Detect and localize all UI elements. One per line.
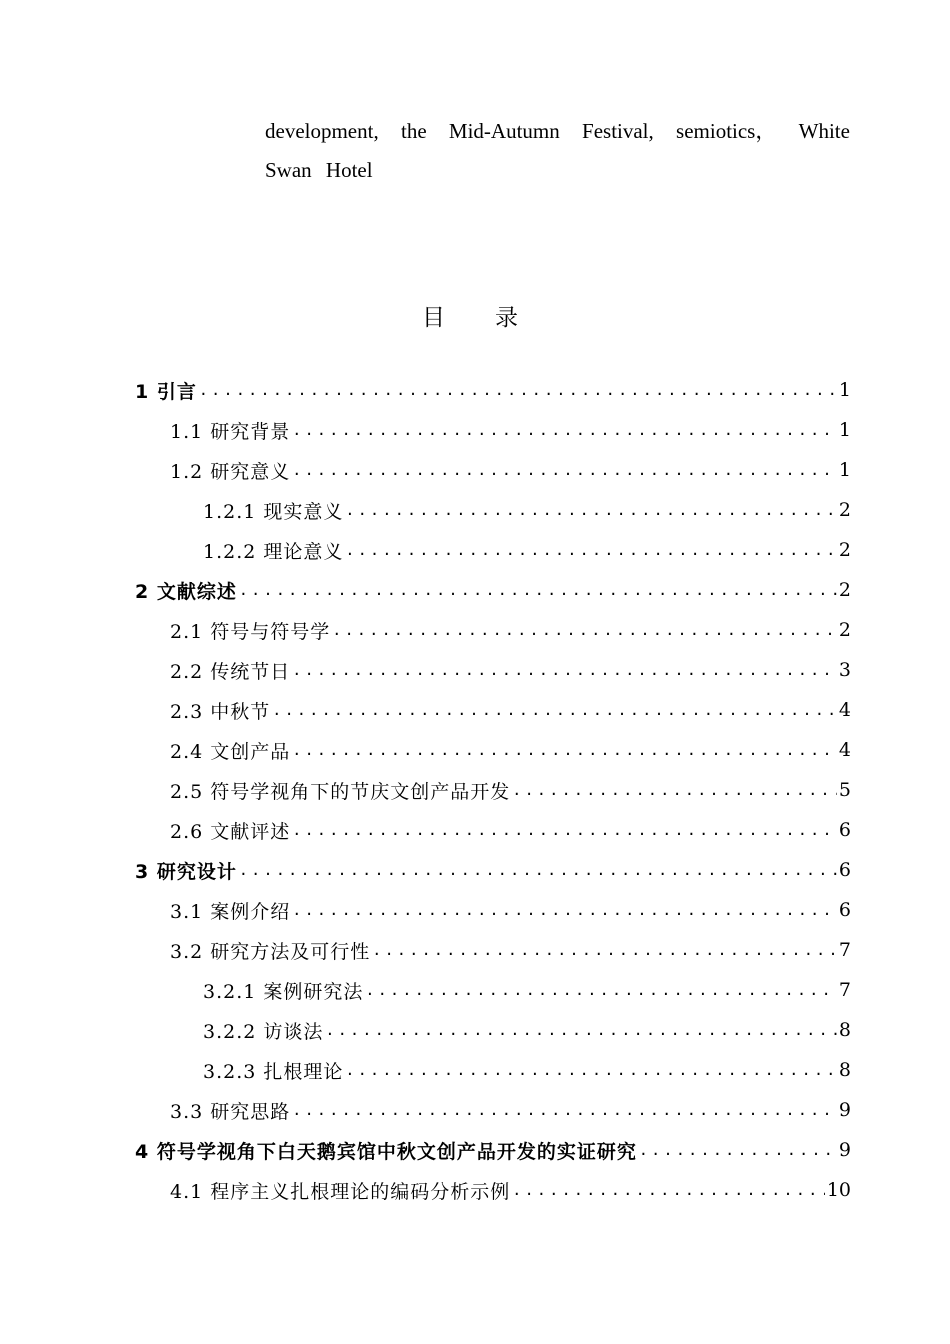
toc-entry[interactable] xyxy=(135,570,851,610)
keyword-word: White xyxy=(798,119,850,143)
toc-entry-label: 3.2.1 案例研究法 xyxy=(203,980,364,1003)
toc-dot-leader xyxy=(292,661,837,679)
toc-entry-page: 8 xyxy=(838,1059,851,1081)
toc-entry[interactable] xyxy=(135,770,851,810)
toc-entry-label: 1.2.1 现实意义 xyxy=(203,500,344,523)
toc-entry-page: 2 xyxy=(838,579,851,601)
toc-dot-leader xyxy=(512,781,837,799)
toc-entry-page: 8 xyxy=(838,1019,851,1041)
toc-entry-label: 2.6 文献评述 xyxy=(170,820,291,843)
toc-entry-page: 2 xyxy=(838,499,851,521)
toc-entry-label: 2.3 中秋节 xyxy=(170,700,271,723)
toc-entry-label: 3.1 案例介绍 xyxy=(170,900,291,923)
toc-entry[interactable] xyxy=(135,530,851,570)
toc-entry-label: 4.1 程序主义扎根理论的编码分析示例 xyxy=(170,1180,511,1203)
toc-entry-page: 6 xyxy=(838,819,851,841)
toc-entry-page: 4 xyxy=(838,739,851,761)
keywords-line-1 xyxy=(265,112,850,151)
toc-entry[interactable] xyxy=(135,1170,851,1210)
toc-dot-leader xyxy=(345,1061,837,1079)
toc-entry-page: 10 xyxy=(826,1179,851,1201)
toc-entry[interactable] xyxy=(135,370,851,410)
toc-dot-leader xyxy=(292,821,837,839)
toc-entry-label: 3.2 研究方法及可行性 xyxy=(170,940,371,963)
toc-entry[interactable] xyxy=(135,1010,851,1050)
toc-entry-page: 2 xyxy=(838,539,851,561)
toc-dot-leader xyxy=(512,1181,825,1199)
toc-dot-leader xyxy=(345,541,837,559)
toc-entry-label: 3.2.3 扎根理论 xyxy=(203,1060,344,1083)
keywords-continuation xyxy=(265,112,850,190)
toc-dot-leader xyxy=(239,861,837,879)
toc-entry[interactable] xyxy=(135,730,851,770)
toc-entry-label: 1.2 研究意义 xyxy=(170,460,291,483)
toc-dot-leader xyxy=(345,501,837,519)
toc-entry-page: 1 xyxy=(838,379,851,401)
toc-entry-page: 7 xyxy=(838,939,851,961)
toc-entry[interactable] xyxy=(135,410,851,450)
toc-entry[interactable] xyxy=(135,890,851,930)
keyword-word: Hotel xyxy=(325,158,373,182)
toc-entry-page: 1 xyxy=(838,419,851,441)
toc-entry[interactable] xyxy=(135,930,851,970)
toc-dot-leader xyxy=(639,1141,837,1159)
toc-entry-label: 2.2 传统节日 xyxy=(170,660,291,683)
toc-entry-page: 9 xyxy=(838,1099,851,1121)
toc-entry-label: 4 符号学视角下白天鹅宾馆中秋文创产品开发的实证研究 xyxy=(135,1140,637,1163)
keyword-word: the xyxy=(400,119,427,143)
toc-entry[interactable] xyxy=(135,690,851,730)
toc-entry-label: 1 引言 xyxy=(135,380,197,403)
toc-dot-leader xyxy=(292,901,837,919)
toc-dot-leader xyxy=(292,461,837,479)
toc-entry-label: 3 研究设计 xyxy=(135,860,237,883)
toc-entry[interactable] xyxy=(135,1130,851,1170)
toc-dot-leader xyxy=(332,621,837,639)
toc-entry-page: 1 xyxy=(838,459,851,481)
toc-dot-leader xyxy=(365,981,837,999)
keywords-line-2 xyxy=(265,151,850,190)
toc-entry-page: 3 xyxy=(838,659,851,681)
toc-entry-label: 3.2.2 访谈法 xyxy=(203,1020,324,1043)
toc-entry-page: 5 xyxy=(838,779,851,801)
toc-entry[interactable] xyxy=(135,490,851,530)
toc-entry-label: 2.1 符号与符号学 xyxy=(170,620,331,643)
toc-entry-page: 7 xyxy=(838,979,851,1001)
toc-entry-label: 2.5 符号学视角下的节庆文创产品开发 xyxy=(170,780,511,803)
toc-entry[interactable] xyxy=(135,610,851,650)
toc-dot-leader xyxy=(325,1021,837,1039)
toc-entry[interactable] xyxy=(135,1050,851,1090)
toc-entry-page: 4 xyxy=(838,699,851,721)
toc-dot-leader xyxy=(292,1101,837,1119)
keyword-word: Festival, xyxy=(582,119,654,143)
toc-entry-page: 6 xyxy=(838,899,851,921)
toc-entry[interactable] xyxy=(135,850,851,890)
toc-entry-label: 3.3 研究思路 xyxy=(170,1100,291,1123)
toc-dot-leader xyxy=(372,941,837,959)
toc-dot-leader xyxy=(199,381,837,399)
toc-entry[interactable] xyxy=(135,810,851,850)
toc-entry-label: 2 文献综述 xyxy=(135,580,237,603)
toc-dot-leader xyxy=(292,421,837,439)
toc-dot-leader xyxy=(239,581,837,599)
toc-dot-leader xyxy=(272,701,837,719)
keyword-word: development, xyxy=(265,119,379,143)
toc-entry-page: 6 xyxy=(838,859,851,881)
toc-entry[interactable] xyxy=(135,970,851,1010)
toc-entry-label: 1.1 研究背景 xyxy=(170,420,291,443)
toc-entry-label: 1.2.2 理论意义 xyxy=(203,540,344,563)
toc-entry-page: 2 xyxy=(838,619,851,641)
toc-entry[interactable] xyxy=(135,450,851,490)
toc-dot-leader xyxy=(292,741,837,759)
toc-entry-label: 2.4 文创产品 xyxy=(170,740,291,763)
keyword-word: semiotics， xyxy=(676,119,777,143)
toc-entry-page: 9 xyxy=(838,1139,851,1161)
keyword-word: Mid-Autumn xyxy=(448,119,560,143)
toc-title: 目录 xyxy=(422,305,568,332)
table-of-contents xyxy=(135,370,851,1210)
toc-entry[interactable] xyxy=(135,650,851,690)
keyword-word: Swan xyxy=(265,158,312,182)
toc-entry[interactable] xyxy=(135,1090,851,1130)
